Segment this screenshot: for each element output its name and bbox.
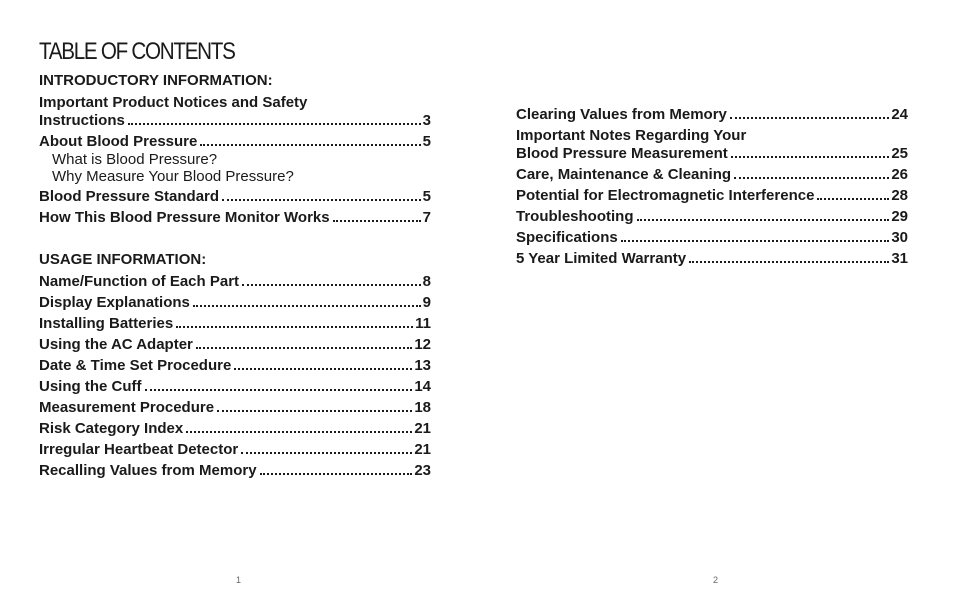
toc-entry-page: 5	[422, 188, 431, 205]
toc-entry-page: 14	[414, 378, 431, 395]
dot-leader	[128, 123, 421, 125]
left-page	[39, 38, 431, 483]
toc-entry-label: How This Blood Pressure Monitor Works	[39, 209, 330, 226]
toc-entry-page: 8	[422, 273, 431, 290]
toc-entry-label: Name/Function of Each Part	[39, 273, 240, 290]
right-entry-list	[516, 106, 908, 268]
toc-entry[interactable]	[39, 420, 431, 438]
toc-entry-row	[39, 441, 431, 459]
toc-entry-row	[39, 209, 431, 227]
toc-entry-label: Irregular Heartbeat Detector	[39, 441, 239, 458]
toc-entry-label: Recalling Values from Memory	[39, 462, 257, 479]
dot-leader	[260, 473, 413, 475]
toc-entry-row	[39, 336, 431, 354]
toc-entry[interactable]	[516, 229, 908, 247]
toc-entry-label: Installing Batteries	[39, 315, 174, 332]
toc-entry-row	[516, 106, 908, 124]
toc-entry-label: 5 Year Limited Warranty	[516, 250, 687, 267]
toc-entry[interactable]	[39, 378, 431, 396]
dot-leader	[145, 389, 413, 391]
toc-entry-row	[516, 145, 908, 163]
dot-leader	[730, 117, 889, 119]
toc-entry-page: 7	[422, 209, 431, 226]
toc-entry[interactable]	[39, 133, 431, 151]
toc-entry-row	[39, 315, 431, 333]
toc-entry-row	[516, 229, 908, 247]
toc-entry[interactable]	[516, 208, 908, 226]
toc-entry-page: 23	[414, 462, 431, 479]
toc-entry-page: 25	[891, 145, 908, 162]
toc-entry-label: Using the AC Adapter	[39, 336, 193, 353]
about-subentries	[39, 151, 431, 185]
toc-entry-label: About Blood Pressure	[39, 133, 198, 150]
toc-entry-label: Potential for Electromagnetic Interference	[516, 187, 815, 204]
usage-heading: USAGE INFORMATION:	[39, 251, 207, 268]
toc-entry-page: 28	[891, 187, 908, 204]
toc-entry-page: 13	[414, 357, 431, 374]
dot-leader	[333, 220, 421, 222]
toc-entry-row	[39, 399, 431, 417]
dot-leader	[637, 219, 890, 221]
toc-entry-row	[39, 294, 431, 312]
toc-entry[interactable]	[39, 315, 431, 333]
toc-entry[interactable]	[39, 94, 431, 130]
toc-entry-page: 21	[414, 441, 431, 458]
toc-entry-label: Risk Category Index	[39, 420, 184, 437]
toc-entry[interactable]	[39, 209, 431, 227]
toc-entry-label: Troubleshooting	[516, 208, 634, 225]
usage-entry-list	[39, 273, 431, 480]
toc-entry-label: Blood Pressure Measurement	[516, 145, 728, 162]
toc-entry-row	[39, 273, 431, 291]
dot-leader	[621, 240, 890, 242]
intro-heading: INTRODUCTORY INFORMATION:	[39, 72, 273, 89]
page-title: TABLE OF CONTENTS	[39, 38, 235, 65]
toc-entry[interactable]	[516, 166, 908, 184]
toc-entry-label: Date & Time Set Procedure	[39, 357, 232, 374]
toc-entry-label: Specifications	[516, 229, 618, 246]
toc-entry[interactable]	[39, 357, 431, 375]
toc-entry-label: Using the Cuff	[39, 378, 142, 395]
dot-leader	[734, 177, 889, 179]
dot-leader	[186, 431, 412, 433]
toc-entry-page: 24	[891, 106, 908, 123]
toc-entry[interactable]	[39, 188, 431, 206]
toc-entry-row	[39, 112, 431, 130]
toc-entry-label-line1: Important Product Notices and Safety	[39, 94, 308, 111]
toc-entry-page: 5	[422, 133, 431, 150]
toc-entry[interactable]	[516, 106, 908, 124]
toc-entry-page: 11	[415, 315, 431, 332]
toc-entry-label: Blood Pressure Standard	[39, 188, 220, 205]
toc-entry-row	[516, 250, 908, 268]
toc-subentry[interactable]: What is Blood Pressure?	[52, 151, 218, 168]
section-spacer	[39, 230, 431, 251]
toc-entry-page: 12	[414, 336, 431, 353]
toc-entry-label: Display Explanations	[39, 294, 190, 311]
dot-leader	[196, 347, 412, 349]
dot-leader	[234, 368, 412, 370]
toc-entry-row	[39, 188, 431, 206]
intro-entry-list-2	[39, 188, 431, 227]
toc-entry-label: Instructions	[39, 112, 125, 129]
toc-entry[interactable]	[39, 336, 431, 354]
toc-entry-page: 26	[891, 166, 908, 183]
dot-leader	[176, 326, 413, 328]
toc-entry-row	[516, 187, 908, 205]
dot-leader	[689, 261, 889, 263]
toc-entry[interactable]	[39, 462, 431, 480]
toc-entry-row	[39, 420, 431, 438]
dot-leader	[817, 198, 889, 200]
toc-entry[interactable]	[39, 399, 431, 417]
toc-entry[interactable]	[516, 187, 908, 205]
toc-entry-page: 29	[891, 208, 908, 225]
toc-entry-label-line1: Important Notes Regarding Your	[516, 127, 747, 144]
dot-leader	[222, 199, 421, 201]
toc-entry[interactable]	[39, 294, 431, 312]
page-number-left: 1	[236, 575, 242, 585]
right-page	[516, 106, 908, 271]
dot-leader	[200, 144, 420, 146]
dot-leader	[731, 156, 890, 158]
toc-entry[interactable]	[516, 127, 908, 163]
toc-subentry[interactable]: Why Measure Your Blood Pressure?	[52, 168, 294, 185]
page-number-right: 2	[713, 575, 719, 585]
dot-leader	[193, 305, 421, 307]
toc-entry-row	[516, 208, 908, 226]
toc-entry[interactable]	[516, 250, 908, 268]
toc-entry-label: Care, Maintenance & Cleaning	[516, 166, 732, 183]
toc-entry-label: Measurement Procedure	[39, 399, 215, 416]
toc-entry-row	[39, 462, 431, 480]
dot-leader	[241, 452, 412, 454]
toc-entry-page: 18	[414, 399, 431, 416]
toc-entry-row	[39, 378, 431, 396]
toc-entry-page: 9	[422, 294, 431, 311]
toc-entry[interactable]	[39, 273, 431, 291]
toc-entry[interactable]	[39, 441, 431, 459]
toc-entry-page: 30	[891, 229, 908, 246]
toc-entry-page: 31	[891, 250, 908, 267]
intro-entry-list	[39, 94, 431, 151]
toc-entry-row	[39, 133, 431, 151]
toc-entry-label: Clearing Values from Memory	[516, 106, 727, 123]
dot-leader	[242, 284, 421, 286]
dot-leader	[217, 410, 412, 412]
toc-entry-page: 21	[414, 420, 431, 437]
toc-entry-row	[39, 357, 431, 375]
toc-entry-row	[516, 166, 908, 184]
toc-entry-page: 3	[422, 112, 431, 129]
